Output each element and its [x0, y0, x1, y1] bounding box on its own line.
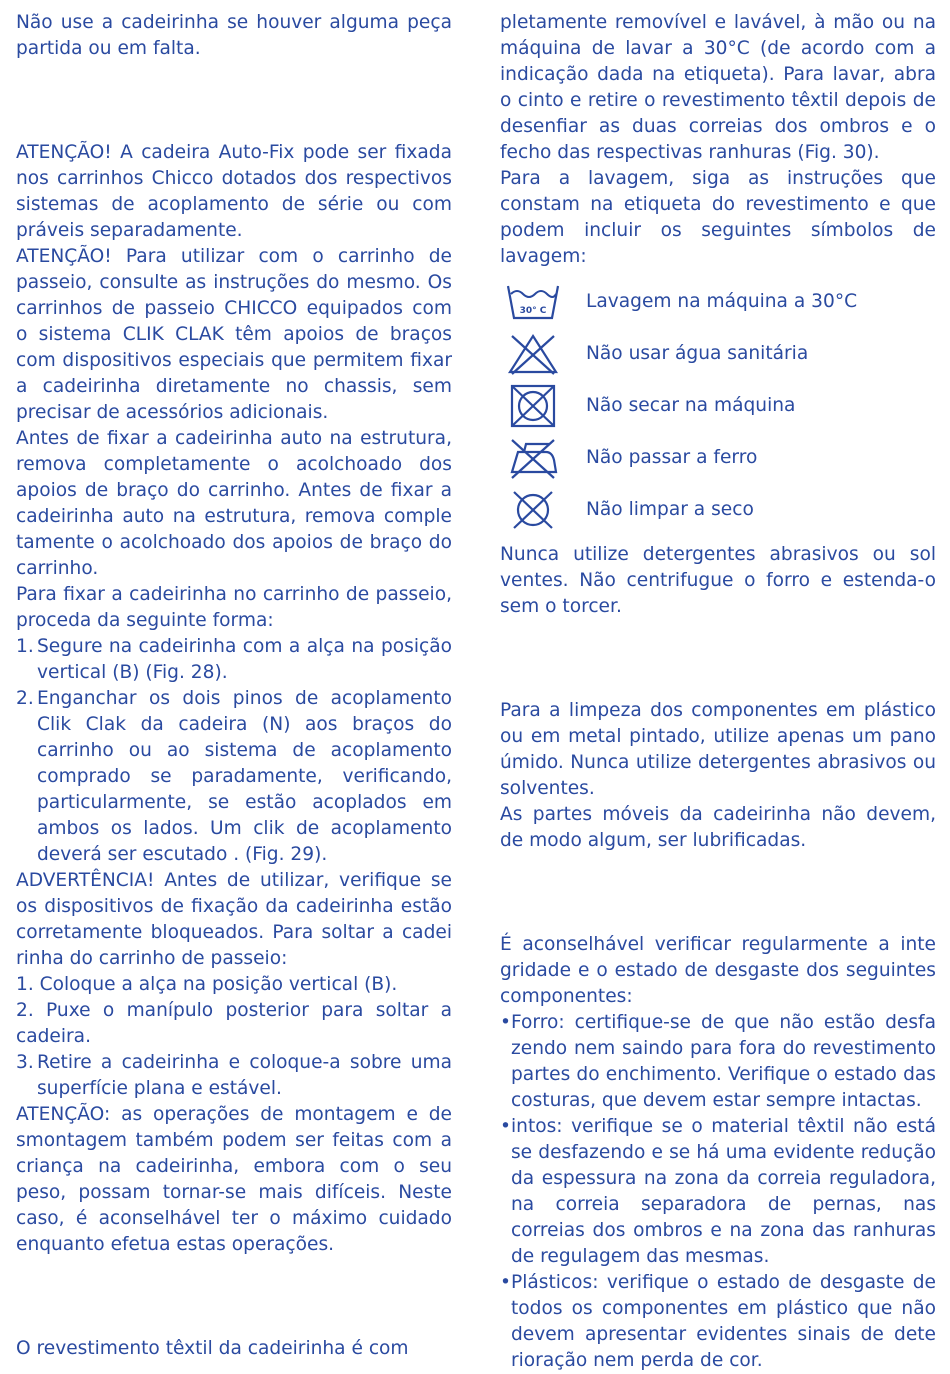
- wash-symbol-row: [500, 328, 936, 380]
- list-item: [16, 1050, 452, 1102]
- wash-symbol-label: Não limpar a seco: [586, 499, 754, 520]
- wash-symbol-row: [500, 432, 936, 484]
- wash-symbol-label: Não passar a ferro: [586, 447, 758, 468]
- bullet: •: [500, 1012, 511, 1033]
- wash-30-icon: [506, 279, 566, 325]
- paragraph: Para a lavagem, siga as instruções que constam na etiqueta do revestimento e que podem incluir os seguintes símbolos de lavagem:: [500, 168, 936, 267]
- left-column: [16, 10, 452, 1362]
- paragraph: Para fixar a cadeirinha no carrinho de passeio, proceda da seguinte forma:: [16, 584, 452, 631]
- paragraph: Não use a cadeirinha se houver alguma peça partida ou em falta.: [16, 12, 452, 59]
- list-number: 2.: [16, 688, 34, 709]
- no-bleach-icon: [506, 331, 566, 377]
- no-iron-icon: [506, 435, 566, 481]
- bullet: •: [500, 1272, 511, 1293]
- no-dry-clean-icon: [506, 487, 566, 533]
- no-tumble-dry-icon: [506, 383, 566, 429]
- paragraph: Para a limpeza dos componentes em plástico ou em metal pintado, utilize apenas um pano úmido. Nunca utilize detergentes abrasivos ou solventes.: [500, 700, 936, 799]
- paragraph: O revestimento têxtil da cadeirinha é com: [16, 1338, 409, 1359]
- list-item: [500, 1010, 936, 1114]
- list-text: Plásticos: verifique o estado de desgaste de todos os componentes em plástico que não devem apresentar evidentes sinais de dete rioração nem perda de cor.: [511, 1272, 936, 1371]
- bullet: •: [500, 1116, 511, 1137]
- wash-symbol-label: Não usar água sanitária: [586, 343, 809, 364]
- list-number: 3.: [16, 1052, 34, 1073]
- right-column: [500, 10, 936, 1374]
- list-item: [16, 634, 452, 686]
- list-item: [500, 1114, 936, 1270]
- paragraph: pletamente removível e lavável, à mão ou na máquina de lavar a 30°C (de acordo com a indicação dada na etiqueta). Para lavar, abra o cinto e retire o revestimento têxtil depois de desenfiar as duas correias dos ombros e o fecho das respectivas ranhuras (Fig. 30).: [500, 12, 936, 163]
- paragraph: As partes móveis da cadeirinha não devem, de modo algum, ser lubrificadas.: [500, 804, 936, 851]
- wash-symbol-row: [500, 484, 936, 536]
- list-text: Enganchar os dois pinos de acoplamento Clik Clak da cadeira (N) aos braços do carrinho ou ao sistema de acoplamento comprado se paradamente, verificando, particularmente, se estão acoplados em ambos os lados. Um clik de acoplamento deverá ser escutado . (Fig. 29).: [37, 688, 452, 865]
- wash-symbol-row: [500, 380, 936, 432]
- list-item: 2. Puxe o manípulo posterior para soltar a cadeira.: [16, 1000, 452, 1047]
- paragraph: ATENÇÃO! Para utilizar com o carrinho de passeio, consulte as instruções do mesmo. Os carrinhos de passeio CHICCO equipados com o sistema CLIK CLAK têm apoios de braços com dispositivos especiais que permitem fixar a cadeirinha diretamente no chassis, sem precisar de acessórios adicionais.: [16, 246, 452, 423]
- paragraph: Nunca utilize detergentes abrasivos ou sol ventes. Não centrifugue o forro e estenda-o sem o torcer.: [500, 544, 936, 617]
- paragraph: Antes de fixar a cadeirinha auto na estrutura, remova completamente o acolchoado dos apoios de braço do carrinho. Antes de fixar a cadeirinha auto na estrutura, remova comple tamente o acolchoado dos apoios de braço do carrinho.: [16, 428, 452, 579]
- list-text: Retire a cadeirinha e coloque-a sobre uma superfície plana e estável.: [37, 1052, 452, 1099]
- list-text: Forro: certifique-se de que não estão desfa zendo nem saindo para fora do revestimento partes do enchimento. Verifique o estado das costuras, que devem estar sempre intactas.: [511, 1012, 936, 1111]
- wash-symbol-label: Não secar na máquina: [586, 395, 796, 416]
- paragraph: ADVERTÊNCIA! Antes de utilizar, verifique se os dispositivos de fixação da cadeirinha estão corretamente bloqueados. Para soltar a cadei rinha do carrinho de passeio:: [16, 870, 452, 969]
- paragraph: ATENÇÃO! A cadeira Auto-Fix pode ser fixada nos carrinhos Chicco dotados dos respectivos sistemas de acoplamento de série ou com práveis separadamente.: [16, 142, 452, 241]
- list-item: [16, 686, 452, 868]
- list-item: [500, 1270, 936, 1374]
- list-text: intos: verifique se o material têxtil não está se desfazendo e se há uma evidente redução da espessura na zona da correia reguladora, na correia separadora de pernas, nas correias dos ombros e na zona das ranhuras de regulagem das mesmas.: [511, 1116, 936, 1267]
- list-text: Segure na cadeirinha com a alça na posição vertical (B) (Fig. 28).: [37, 636, 452, 683]
- paragraph: É aconselhável verificar regularmente a inte gridade e o estado de desgaste dos seguintes componentes:: [500, 934, 936, 1007]
- wash-symbol-label: Lavagem na máquina a 30°C: [586, 291, 858, 312]
- wash-symbol-row: [500, 276, 936, 328]
- paragraph: ATENÇÃO: as operações de montagem e de smontagem também podem ser feitas com a criança na cadeirinha, embora com o seu peso, possam tornar-se mais difíceis. Neste caso, é aconselhável ter o máximo cuidado enquanto efetua estas operações.: [16, 1104, 452, 1255]
- wash-temp-label: 30° C: [519, 306, 547, 316]
- list-item: 1. Coloque a alça na posição vertical (B).: [16, 974, 398, 995]
- list-number: 1.: [16, 636, 34, 657]
- wash-symbols: [500, 276, 936, 536]
